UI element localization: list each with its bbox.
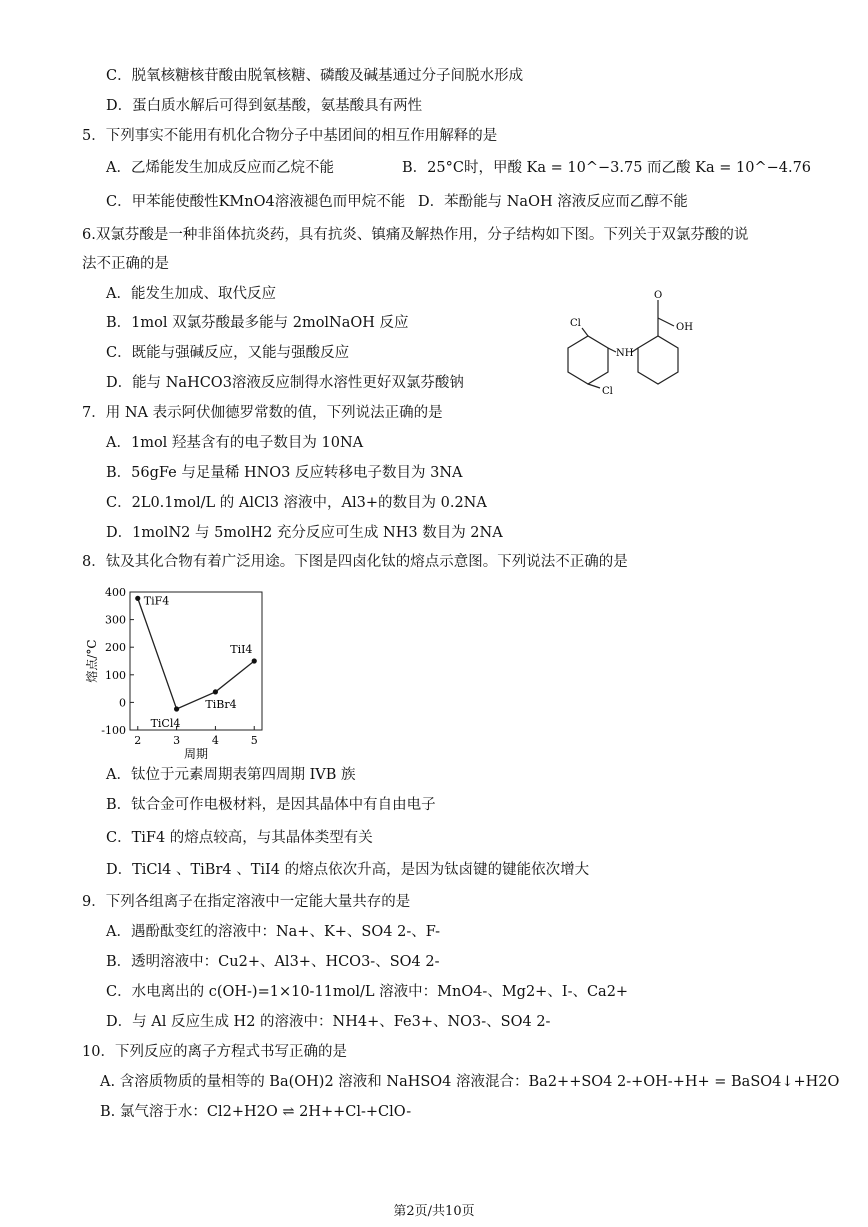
text-line: A．乙烯能发生加成反应而乙烷不能 bbox=[106, 160, 334, 176]
text-line: B．1mol 双氯芬酸最多能与 2molNaOH 反应 bbox=[106, 315, 409, 331]
text-line: B．56gFe 与足量稀 HNO3 反应转移电子数目为 3NA bbox=[106, 465, 463, 481]
text-line: D．与 Al 反应生成 H2 的溶液中：NH4+、Fe3+、NO3-、SO4 2- bbox=[106, 1014, 551, 1030]
point-label: TiBr4 bbox=[205, 697, 237, 711]
point-label: TiF4 bbox=[143, 594, 170, 608]
text-line: A. 含溶质物质的量相等的 Ba(OH)2 溶液和 NaHSO4 溶液混合：Ba2++SO4 2-+OH-+H+ = BaSO4↓+H2O bbox=[100, 1074, 840, 1090]
text-line: D．能与 NaHCO3溶液反应制得水溶性更好双氯芬酸钠 bbox=[106, 375, 464, 391]
point-label: TiI4 bbox=[230, 643, 253, 656]
text-line: A．能发生加成、取代反应 bbox=[106, 286, 276, 302]
text-line: B. 氯气溶于水：Cl2+H2O ⇌ 2H++Cl-+ClO- bbox=[100, 1104, 412, 1120]
text-line: C．甲苯能使酸性KMnO4溶液褪色而甲烷不能 bbox=[106, 194, 406, 210]
text-line: A．钛位于元素周期表第四周期 IVB 族 bbox=[106, 767, 356, 783]
o-label: O bbox=[654, 290, 663, 301]
page-footer: 第2页/共10页 bbox=[393, 1204, 475, 1219]
y-tick-label: -100 bbox=[101, 724, 126, 737]
y-tick-label: 0 bbox=[119, 696, 126, 710]
text-line: C．脱氧核糖核苷酸由脱氧核糖、磷酸及碱基通过分子间脱水形成 bbox=[106, 68, 524, 84]
text-line: D．TiCl4 、TiBr4 、TiI4 的熔点依次升高，是因为钛卤键的键能依次增大 bbox=[106, 862, 590, 878]
data-point bbox=[174, 706, 179, 711]
data-point bbox=[213, 689, 218, 694]
text-line: A．1mol 羟基含有的电子数目为 10NA bbox=[106, 435, 364, 451]
data-point bbox=[135, 596, 140, 601]
text-line: D．1molN2 与 5molH2 充分反应可生成 NH3 数目为 2NA bbox=[106, 525, 503, 541]
y-tick-label: 200 bbox=[105, 641, 126, 655]
text-line: 8．钛及其化合物有着广泛用途。下图是四卤化钛的熔点示意图。下列说法不正确的是 bbox=[82, 554, 628, 570]
text-line: 10．下列反应的离子方程式书写正确的是 bbox=[82, 1044, 347, 1060]
text-line: C．水电离出的 c(OH-)=1×10-11mol/L 溶液中：MnO4-、Mg2+、I-、Ca2+ bbox=[106, 984, 629, 1000]
melting-point-chart bbox=[84, 580, 274, 760]
x-tick-label: 3 bbox=[173, 734, 181, 747]
text-line: B．透明溶液中：Cu2+、Al3+、HCO3-、SO4 2- bbox=[106, 954, 440, 970]
nh-label: NH bbox=[616, 348, 634, 359]
x-tick-label: 2 bbox=[134, 734, 142, 747]
y-tick-label: 100 bbox=[105, 668, 126, 682]
text-line: 5．下列事实不能用有机化合物分子中基团间的相互作用解释的是 bbox=[82, 128, 498, 144]
diclofenac-structure bbox=[548, 288, 718, 398]
x-tick-label: 5 bbox=[250, 734, 258, 747]
cl-bottom-label: Cl bbox=[602, 386, 613, 397]
text-line: A．遇酚酞变红的溶液中：Na+、K+、SO4 2-、F- bbox=[106, 924, 441, 940]
text-line: C．2L0.1mol/L 的 AlCl3 溶液中，Al3+的数目为 0.2NA bbox=[106, 495, 487, 511]
point-label: TiCl4 bbox=[150, 717, 181, 731]
y-axis-label: 熔点/°C bbox=[85, 639, 99, 683]
text-line: B．25°C时，甲酸 Ka = 10^−3.75 而乙酸 Ka = 10^−4.76 bbox=[402, 160, 812, 176]
text-line: D．苯酚能与 NaOH 溶液反应而乙醇不能 bbox=[418, 194, 688, 210]
cl-top-label: Cl bbox=[570, 318, 581, 329]
text-line: C．既能与强碱反应，又能与强酸反应 bbox=[106, 345, 350, 361]
text-line: 6.双氯芬酸是一种非甾体抗炎药，具有抗炎、镇痛及解热作用，分子结构如下图。下列关于双氯芬酸的说 bbox=[82, 227, 749, 243]
text-line: 7．用 NA 表示阿伏伽德罗常数的值，下列说法正确的是 bbox=[82, 405, 443, 421]
y-tick-label: 400 bbox=[105, 586, 126, 599]
data-point bbox=[252, 658, 257, 663]
x-axis-label: 周期 bbox=[183, 747, 209, 760]
x-tick-label: 4 bbox=[211, 734, 219, 747]
text-line: C．TiF4 的熔点较高，与其晶体类型有关 bbox=[106, 830, 373, 846]
y-tick-label: 300 bbox=[105, 613, 126, 627]
text-line: 9．下列各组离子在指定溶液中一定能大量共存的是 bbox=[82, 894, 411, 910]
oh-label: OH bbox=[676, 322, 693, 333]
text-line: 法不正确的是 bbox=[82, 256, 169, 272]
text-line: B．钛合金可作电极材料，是因其晶体中有自由电子 bbox=[106, 797, 436, 813]
text-line: D．蛋白质水解后可得到氨基酸，氨基酸具有两性 bbox=[106, 98, 423, 114]
plot-frame bbox=[130, 592, 262, 730]
